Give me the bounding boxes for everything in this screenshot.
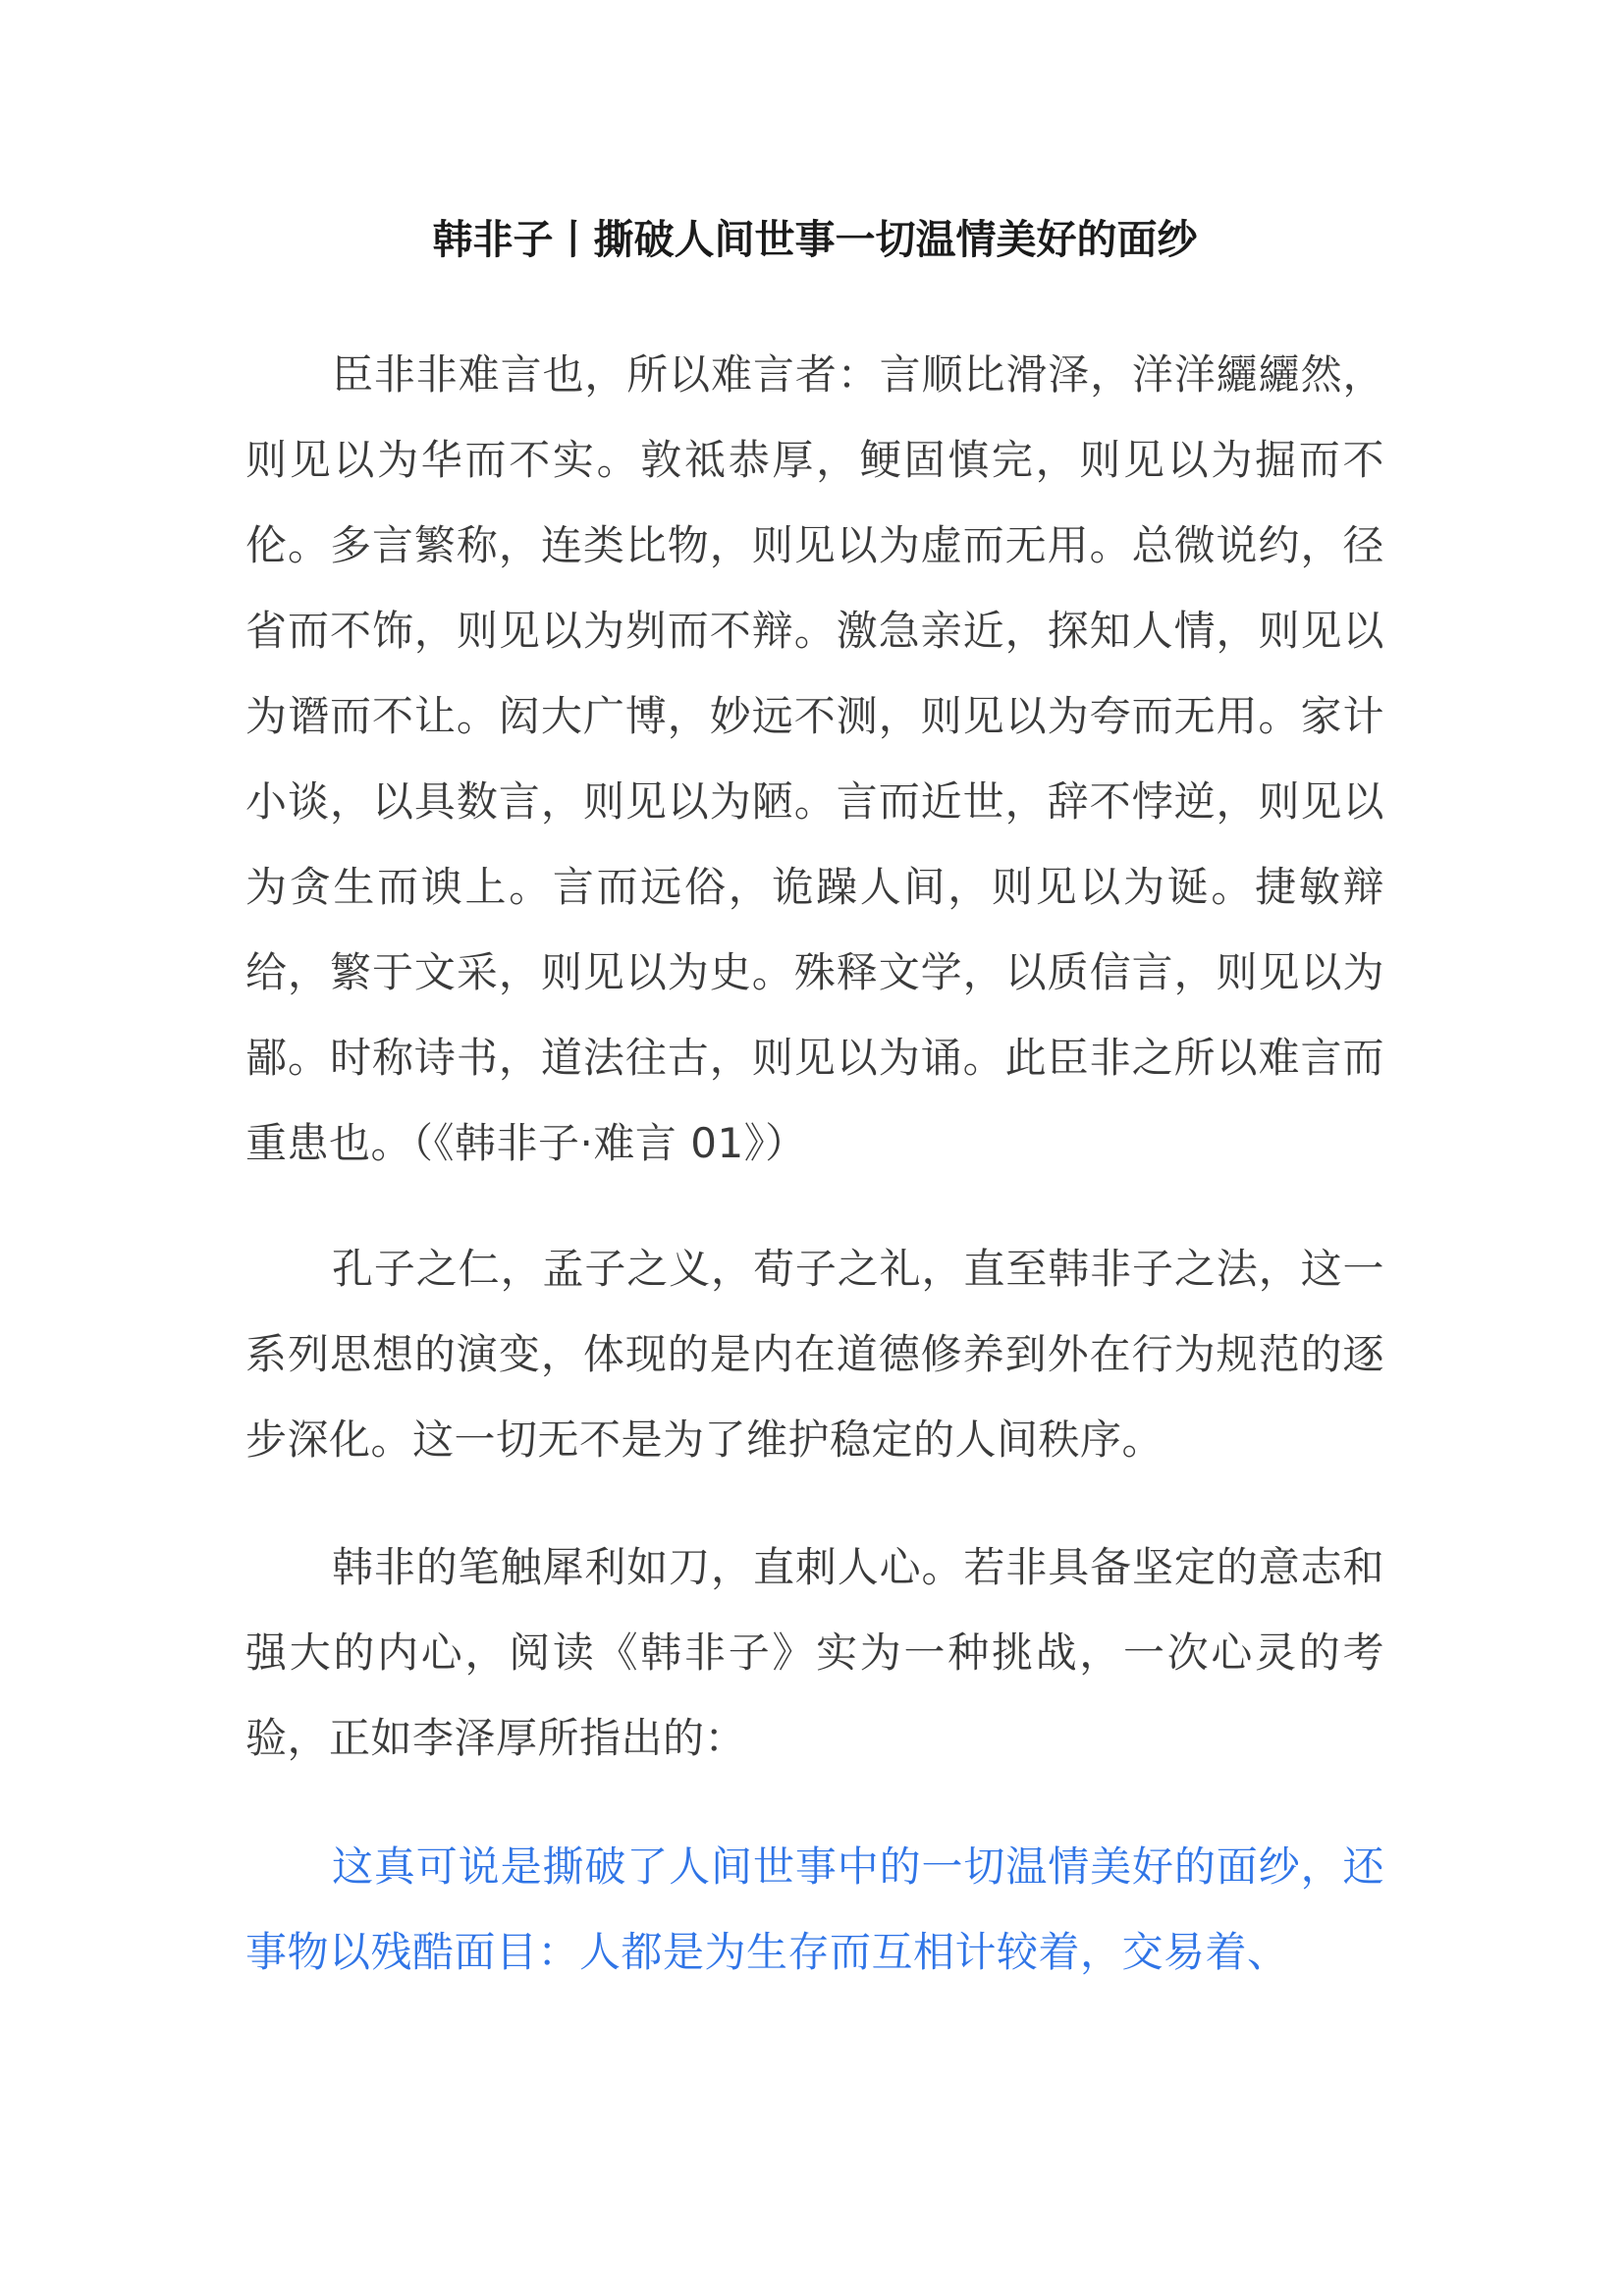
excerpt-source: （《韩非子·难言 01》） — [412, 1119, 807, 1167]
paragraph-thought-evolution: 孔子之仁，孟子之义，荀子之礼，直至韩非子之法，这一系列思想的演变，体现的是内在道德修养到外在行为规范的逐步深化。这一切无不是为了维护稳定的人间秩序。 — [245, 1245, 1384, 1464]
article-title: 韩非子丨撕破人间世事一切温情美好的面纱 — [432, 216, 1198, 263]
paragraph-reading-challenge: 韩非的笔触犀利如刀，直刺人心。若非具备坚定的意志和强大的内心，阅读《韩非子》实为一种挑战，一次心灵的考验，正如李泽厚所指出的： — [245, 1543, 1384, 1762]
paragraph-han-feizi-excerpt — [245, 332, 1384, 1186]
document-page — [245, 0, 1384, 2296]
quote-li-zehou: 这真可说是撕破了人间世事中的一切温情美好的面纱，还事物以残酷面目：人都是为生存而互相计较着，交易着、 — [245, 1842, 1384, 1976]
excerpt-text: 臣非非难言也，所以难言者：言顺比滑泽，洋洋纚纚然，则见以为华而不实。敦祗恭厚，鲠固慎完，则见以为掘而不伦。多言繁称，连类比物，则见以为虚而无用。总微说约，径省而不饰，则见以为刿而不辩。激急亲近，探知人情，则见以为谮而不让。闳大广博，妙远不测，则见以为夸而无用。家计小谈，以具数言，则见以为陋。言而近世，辞不悖逆，则见以为贪生而谀上。言而远俗，诡躁人间，则见以为诞。捷敏辩给，繁于文采，则见以为史。殊释文学，以质信言，则见以为鄙。时称诗书，道法往古，则见以为诵。此臣非之所以难言而重患也。 — [245, 350, 1384, 1167]
